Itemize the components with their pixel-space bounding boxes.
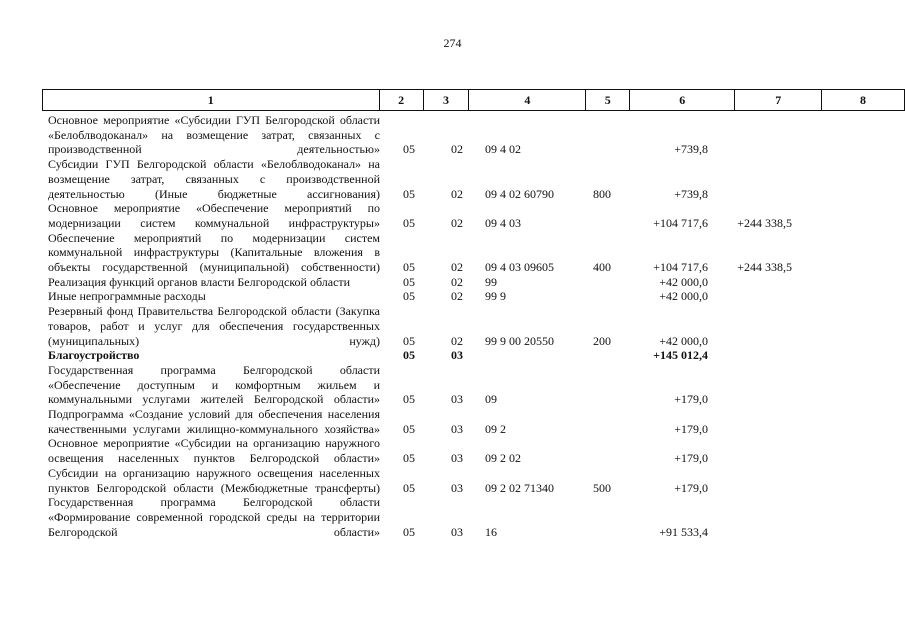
table-row [42,231,882,275]
row-col-6: +145 012,4 [653,348,708,363]
row-col-6: +179,0 [674,392,708,407]
row-col-3: 02 [451,274,463,289]
header-col-3: 3 [423,90,469,111]
row-col-4: 09 4 02 [485,142,521,157]
table-row [42,275,882,290]
header-col-2: 2 [379,90,423,111]
row-col-6: +91 533,4 [659,524,708,539]
table-row [42,113,882,157]
row-col-6: +42 000,0 [659,289,708,304]
row-col-4: 99 9 [485,289,506,304]
table-row [42,289,882,304]
row-col-3: 03 [451,392,463,407]
header-col-1: 1 [43,90,380,111]
row-col-5: 400 [593,260,611,275]
row-col-6: +104 717,6 [653,260,708,275]
row-description: Основное мероприятие «Субсидии ГУП Белгородской области «Белоблводоканал» на возмещение затрат, связанных с производственной деятельностью» [48,113,380,157]
row-description: Субсидии ГУП Белгородской области «Белоблводоканал» на возмещение затрат, связанных с производственной деятельностью (Иные бюджетные ассигнования) [48,157,380,201]
table-row [42,201,882,230]
row-col-4: 09 2 02 71340 [485,480,554,495]
header-col-6: 6 [630,90,735,111]
row-description: Государственная программа Белгородской области «Обеспечение доступным и комфортным жильем и коммунальными услугами жителей Белгородской области» [48,362,380,407]
row-col-4: 09 4 02 60790 [485,186,554,201]
table-row [42,157,882,201]
table-row [42,466,882,495]
page-number: 274 [443,36,462,50]
row-col-2: 05 [403,451,415,466]
table-body [42,113,882,539]
row-col-6: +179,0 [674,421,708,436]
row-col-3: 03 [451,421,463,436]
table-row [42,495,882,539]
row-description: Реализация функций органов власти Белгородской области [48,274,351,289]
row-description: Основное мероприятие «Субсидии на организацию наружного освещения населенных пунктов Белгородской области» [48,436,380,466]
row-col-4: 09 4 03 [485,215,521,230]
row-col-2: 05 [403,186,415,201]
table-row [42,304,882,348]
row-col-5: 200 [593,333,611,348]
row-col-3: 03 [451,480,463,495]
row-col-4: 09 2 [485,421,506,436]
row-col-2: 05 [403,348,415,363]
row-col-2: 05 [403,260,415,275]
table-row [42,407,882,436]
header-col-8: 8 [822,90,905,111]
row-col-5: 500 [593,480,611,495]
row-col-6: +42 000,0 [659,274,708,289]
row-col-7: +244 338,5 [737,215,792,230]
row-col-2: 05 [403,480,415,495]
row-col-2: 05 [403,333,415,348]
row-col-6: +104 717,6 [653,215,708,230]
table-row [42,436,882,465]
row-description: Основное мероприятие «Обеспечение мероприятий по модернизации систем коммунальной инфраструктуры» [48,201,380,230]
row-col-3: 03 [451,524,463,539]
row-description: Субсидии на организацию наружного освещения населенных пунктов Белгородской области (Межбюджетные трансферты) [48,465,380,495]
row-col-3: 02 [451,142,463,157]
row-description: Подпрограмма «Создание условий для обеспечения населения качественными услугами жилищно-коммунального хозяйства» [48,407,380,436]
row-col-3: 02 [451,215,463,230]
row-col-7: +244 338,5 [737,260,792,275]
row-col-3: 02 [451,289,463,304]
row-col-2: 05 [403,392,415,407]
table-row [42,363,882,407]
row-col-6: +739,8 [674,142,708,157]
row-col-3: 02 [451,260,463,275]
row-col-4: 16 [485,524,497,539]
row-description: Государственная программа Белгородской области «Формирование современной городской среды на территории Белгородской области» [48,495,380,539]
row-col-4: 99 [485,274,497,289]
row-col-3: 02 [451,333,463,348]
row-col-4: 09 2 02 [485,451,521,466]
header-row [43,90,905,111]
row-description: Иные непрограммные расходы [48,289,206,304]
row-col-2: 05 [403,142,415,157]
row-description: Резервный фонд Правительства Белгородской области (Закупка товаров, работ и услуг для обеспечения государственных (муниципальных) нужд) [48,304,380,348]
table-header [42,89,905,111]
header-col-4: 4 [469,90,586,111]
row-description: Благоустройство [48,348,140,363]
row-col-6: +42 000,0 [659,333,708,348]
row-col-6: +739,8 [674,186,708,201]
row-col-3: 02 [451,186,463,201]
row-col-3: 03 [451,348,463,363]
row-col-4: 99 9 00 20550 [485,333,554,348]
row-col-6: +179,0 [674,480,708,495]
table-row-section [42,348,882,363]
header-col-5: 5 [586,90,630,111]
header-col-7: 7 [735,90,822,111]
row-col-5: 800 [593,186,611,201]
row-col-2: 05 [403,289,415,304]
row-col-2: 05 [403,524,415,539]
row-col-4: 09 4 03 09605 [485,260,554,275]
row-col-6: +179,0 [674,451,708,466]
row-col-4: 09 [485,392,497,407]
row-col-3: 03 [451,451,463,466]
row-col-2: 05 [403,274,415,289]
row-col-2: 05 [403,215,415,230]
row-description: Обеспечение мероприятий по модернизации систем коммунальной инфраструктуры (Капитальные вложения в объекты государственной (муниципальной) собственности) [48,230,380,275]
row-col-2: 05 [403,421,415,436]
